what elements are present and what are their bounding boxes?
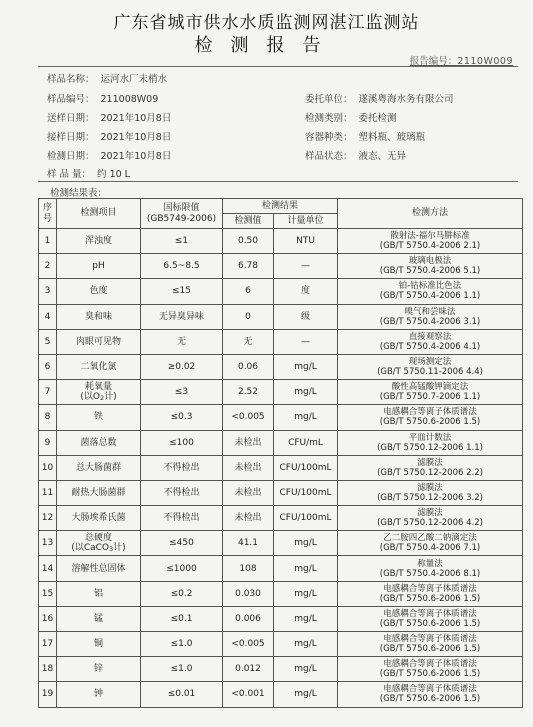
cell-method (338, 455, 523, 480)
method-standard: (GB/T 5750.6-2006 1.5) (379, 618, 481, 629)
sample-info-row (305, 148, 406, 162)
item-note-suffix: 计) (113, 542, 126, 553)
cell-limit: ≤15 (141, 279, 223, 304)
cell-seq: 8 (39, 405, 57, 430)
table-row (39, 354, 523, 379)
sample-info-value: 液态、无异 (358, 151, 407, 162)
table-row (39, 682, 523, 707)
item-name: 大肠埃希氏菌 (71, 513, 126, 524)
method-name: 电感耦合等离子体质谱法 (383, 659, 477, 670)
table-row (39, 480, 523, 505)
header-limit (141, 199, 223, 229)
report-number (410, 53, 513, 67)
table-row (39, 405, 523, 430)
table-row (39, 380, 523, 405)
cell-method (338, 304, 523, 329)
cell-limit: ≤1.0 (141, 632, 223, 657)
cell-seq: 14 (39, 556, 57, 581)
method-standard: (GB/T 5750.12-2006 1.1) (377, 442, 483, 453)
cell-limit: ≤1.0 (141, 657, 223, 682)
cell-method (338, 229, 523, 254)
cell-seq: 3 (39, 279, 57, 304)
cell-method (338, 556, 523, 581)
cell-unit: 度 (274, 279, 338, 304)
cell-unit: CFU/100mL (274, 480, 338, 505)
header-seq: 序号 (39, 199, 57, 229)
cell-item (57, 229, 141, 254)
cell-value: 未检出 (223, 455, 274, 480)
cell-limit: ≤0.2 (141, 581, 223, 606)
cell-method (338, 480, 523, 505)
table-row (39, 556, 523, 581)
sample-info-key: 接样日期： (47, 132, 95, 143)
cell-seq: 17 (39, 632, 57, 657)
cell-value: <0.001 (223, 682, 274, 707)
cell-value: 无 (223, 329, 274, 354)
method-name: 乙二胺四乙酸二钠滴定法 (383, 533, 477, 544)
cell-item (57, 531, 141, 556)
cell-method (338, 254, 523, 279)
cell-item (57, 506, 141, 531)
sample-info-value: 2021年10月8日 (100, 113, 172, 124)
report-title: 广东省城市供水水质监测网湛江监测站 (113, 13, 420, 33)
item-name: 浑浊度 (84, 236, 112, 247)
sample-info-row (305, 91, 454, 105)
cell-value: <0.005 (223, 405, 274, 430)
item-name: 溶解性总固体 (71, 563, 126, 574)
sample-info-value: 约 10 L (97, 169, 130, 180)
cell-method (338, 657, 523, 682)
cell-item (57, 455, 141, 480)
sample-info-value: 2021年10月8日 (100, 132, 172, 143)
method-name: 电感耦合等离子体质谱法 (383, 634, 477, 645)
table-row (39, 506, 523, 531)
cell-item (57, 581, 141, 606)
cell-limit: 6.5~8.5 (141, 254, 223, 279)
table-row (39, 632, 523, 657)
table-row (39, 229, 523, 254)
sample-info-value: 塑料瓶、玻璃瓶 (358, 132, 426, 143)
method-standard: (GB/T 5750.6-2006 1.5) (379, 694, 481, 705)
method-standard: (GB/T 5750.6-2006 1.5) (379, 644, 481, 655)
cell-value: 108 (223, 556, 274, 581)
method-name: 酸性高锰酸钾滴定法 (391, 382, 469, 393)
method-standard: (GB/T 5750.4-2006 1.1) (379, 291, 481, 302)
item-name: 二氧化氯 (80, 362, 117, 373)
cell-limit: ≤1000 (141, 556, 223, 581)
sample-info-value: 遂溪粤海水务有限公司 (358, 94, 454, 105)
cell-limit: 不得检出 (141, 480, 223, 505)
item-note-prefix: (以CaCO (71, 542, 110, 553)
method-standard: (GB/T 5750.6-2006 1.5) (379, 669, 481, 680)
cell-seq: 15 (39, 581, 57, 606)
sample-info-row (47, 148, 171, 162)
cell-method (338, 531, 523, 556)
cell-unit: CFU/100mL (274, 455, 338, 480)
cell-value: 0.012 (223, 657, 274, 682)
cell-item (57, 480, 141, 505)
item-name: 锌 (93, 664, 103, 675)
cell-seq: 1 (39, 229, 57, 254)
cell-method (338, 606, 523, 631)
cell-limit: ≤1 (141, 229, 223, 254)
item-name: 总大肠菌群 (75, 462, 121, 473)
item-name: 锰 (93, 613, 103, 624)
header-limit-top: 国标限值 (163, 202, 200, 213)
cell-seq: 7 (39, 380, 57, 405)
item-name: 钟 (93, 689, 103, 700)
sample-info-row (305, 110, 397, 124)
table-row (39, 254, 523, 279)
item-note (57, 543, 140, 554)
table-row (39, 430, 523, 455)
item-name: 耗氧量 (84, 381, 112, 392)
cell-unit: mg/L (274, 405, 338, 430)
method-standard: (GB/T 5750.4-2006 5.1) (379, 266, 481, 277)
method-standard: (GB/T 5750.4-2006 8.1) (379, 568, 481, 579)
method-name: 电感耦合等离子体质谱法 (383, 407, 477, 418)
cell-item (57, 430, 141, 455)
report-subtitle: 检测报告 (194, 35, 339, 56)
cell-unit: CFU/mL (274, 430, 338, 455)
cell-method (338, 581, 523, 606)
header-limit-bottom: (GB5749-2006) (146, 213, 217, 224)
report-number-value: 2110W009 (457, 56, 513, 67)
cell-item (57, 657, 141, 682)
cell-limit: 不得检出 (141, 506, 223, 531)
table-row (39, 657, 523, 682)
item-name: 铁 (93, 412, 103, 423)
cell-seq: 13 (39, 531, 57, 556)
item-note (57, 392, 140, 403)
sample-info-row (47, 129, 171, 143)
cell-item (57, 304, 141, 329)
item-note-prefix: (以O (80, 391, 100, 402)
item-name: 肉眼可见物 (75, 336, 121, 347)
cell-item (57, 682, 141, 707)
cell-unit: 级 (274, 304, 338, 329)
cell-item (57, 405, 141, 430)
cell-value: 41.1 (223, 531, 274, 556)
cell-limit: ≥0.02 (141, 354, 223, 379)
item-note-subscript: 3 (109, 544, 114, 553)
cell-limit: ≤0.1 (141, 606, 223, 631)
cell-item (57, 606, 141, 631)
results-table-body (39, 229, 523, 708)
table-row (39, 581, 523, 606)
table-row (39, 606, 523, 631)
cell-value: 6 (223, 279, 274, 304)
cell-seq: 19 (39, 682, 57, 707)
table-row (39, 455, 523, 480)
cell-value: 0.006 (223, 606, 274, 631)
cell-seq: 2 (39, 254, 57, 279)
method-standard: (GB/T 5750.11-2006 4.4) (377, 367, 483, 378)
item-note-subscript: 2 (99, 393, 105, 402)
method-standard: (GB/T 5750.12-2006 2.2) (377, 467, 483, 478)
sample-info-key: 检测日期： (47, 151, 95, 162)
header-unit: 计量单位 (274, 214, 338, 229)
header-result: 检测结果 (223, 199, 338, 214)
cell-unit: — (274, 329, 338, 354)
method-name: 嗅气和尝味法 (404, 306, 456, 317)
method-name: 电感耦合等离子体质谱法 (383, 583, 477, 594)
item-name: 臭和味 (84, 311, 112, 322)
cell-unit: mg/L (274, 632, 338, 657)
table-row (39, 279, 523, 304)
cell-method (338, 682, 523, 707)
sample-info-value: 运河水厂末梢水 (100, 74, 168, 85)
cell-limit: 无 (141, 329, 223, 354)
results-label: 检测结果表： (50, 188, 108, 199)
cell-unit: mg/L (274, 556, 338, 581)
cell-item (57, 380, 141, 405)
cell-method (338, 632, 523, 657)
cell-value: 0.50 (223, 229, 274, 254)
item-name: 铝 (93, 588, 103, 599)
item-name: 耐热大肠菌群 (71, 487, 126, 498)
cell-limit: ≤450 (141, 531, 223, 556)
cell-seq: 12 (39, 506, 57, 531)
method-standard: (GB/T 5750.6-2006 1.5) (379, 593, 481, 604)
cell-unit: mg/L (274, 380, 338, 405)
cell-value: 未检出 (223, 480, 274, 505)
info-divider (38, 181, 518, 182)
method-name: 直接观察法 (408, 331, 452, 342)
sample-info-value: 211008W09 (100, 94, 159, 105)
table-row (39, 329, 523, 354)
cell-seq: 16 (39, 606, 57, 631)
cell-item (57, 632, 141, 657)
cell-limit: ≤100 (141, 430, 223, 455)
sample-info-value: 2021年10月8日 (100, 151, 172, 162)
cell-seq: 9 (39, 430, 57, 455)
cell-value: 6.78 (223, 254, 274, 279)
method-standard: (GB/T 5750.4-2006 2.1) (379, 241, 481, 252)
sample-info-row (47, 71, 167, 85)
method-standard: (GB/T 5750.12-2006 4.2) (377, 518, 483, 529)
method-name: 电感耦合等离子体质谱法 (383, 684, 477, 695)
cell-seq: 6 (39, 354, 57, 379)
cell-item (57, 329, 141, 354)
method-name: 玻璃电极法 (408, 256, 452, 267)
cell-seq: 18 (39, 657, 57, 682)
sample-info-key: 容器种类： (305, 132, 353, 143)
sample-info-key: 样品编号： (47, 94, 95, 105)
sample-info-key: 送样日期： (47, 113, 95, 124)
method-standard: (GB/T 5750.4-2006 4.1) (379, 341, 481, 352)
item-name: 总硬度 (84, 532, 112, 543)
header-divider (38, 66, 518, 67)
cell-unit: mg/L (274, 657, 338, 682)
cell-limit: ≤3 (141, 380, 223, 405)
cell-unit: mg/L (274, 354, 338, 379)
cell-limit: ≤0.01 (141, 682, 223, 707)
cell-method (338, 380, 523, 405)
table-row (39, 304, 523, 329)
method-name: 滤膜法 (417, 482, 443, 493)
cell-method (338, 354, 523, 379)
method-name: 滤膜法 (417, 508, 443, 519)
cell-method (338, 329, 523, 354)
cell-item (57, 354, 141, 379)
method-name: 散射法-福尔马肼标准 (390, 231, 470, 242)
cell-value: 0.06 (223, 354, 274, 379)
cell-unit: NTU (274, 229, 338, 254)
header-method: 检测方法 (338, 199, 523, 229)
method-standard: (GB/T 5750.4-2006 7.1) (379, 543, 481, 554)
item-name: 色度 (89, 286, 108, 297)
cell-item (57, 279, 141, 304)
sample-info-key: 委托单位： (305, 94, 353, 105)
cell-seq: 11 (39, 480, 57, 505)
sample-info-key: 样品名称： (47, 74, 95, 85)
sample-info-key: 检测类别： (305, 113, 353, 124)
sample-info-key: 样 品 量： (47, 169, 92, 180)
item-name: 铜 (93, 639, 103, 650)
cell-seq: 10 (39, 455, 57, 480)
cell-unit: CFU/100mL (274, 506, 338, 531)
method-name: 滤膜法 (417, 457, 443, 468)
cell-item (57, 556, 141, 581)
table-row (39, 531, 523, 556)
item-note-suffix: 计) (104, 391, 117, 402)
method-name: 铂-钴标准比色法 (398, 281, 462, 292)
cell-method (338, 279, 523, 304)
item-name: 菌落总数 (80, 437, 117, 448)
cell-method (338, 506, 523, 531)
method-name: 现场测定法 (408, 357, 452, 368)
cell-value: 0 (223, 304, 274, 329)
header-item: 检测项目 (57, 199, 141, 229)
cell-unit: mg/L (274, 606, 338, 631)
method-name: 电感耦合等离子体质谱法 (383, 608, 477, 619)
cell-limit: 无异臭异味 (141, 304, 223, 329)
sample-info-row (47, 91, 158, 105)
sample-info-row (47, 166, 130, 180)
sample-info-row (47, 110, 171, 124)
sample-info-row (305, 129, 425, 143)
cell-method (338, 430, 523, 455)
cell-limit: 不得检出 (141, 455, 223, 480)
cell-value: 未检出 (223, 430, 274, 455)
method-standard: (GB/T 5750.4-2006 3.1) (379, 316, 481, 327)
cell-method (338, 405, 523, 430)
cell-item (57, 254, 141, 279)
method-name: 平皿计数法 (408, 432, 452, 443)
method-standard: (GB/T 5750.12-2006 3.2) (377, 492, 483, 503)
sample-info-value: 委托检测 (358, 113, 397, 124)
cell-value: 2.52 (223, 380, 274, 405)
report-number-label: 报告编号： (409, 56, 458, 67)
cell-seq: 5 (39, 329, 57, 354)
cell-seq: 4 (39, 304, 57, 329)
method-standard: (GB/T 5750.6-2006 1.5) (379, 417, 481, 428)
cell-limit: ≤0.3 (141, 405, 223, 430)
item-name: pH (92, 261, 105, 272)
cell-unit: mg/L (274, 581, 338, 606)
cell-unit: — (274, 254, 338, 279)
method-standard: (GB/T 5750.7-2006 1.1) (379, 392, 481, 403)
cell-value: 0.030 (223, 581, 274, 606)
results-table (38, 198, 523, 708)
cell-value: <0.005 (223, 632, 274, 657)
cell-unit: mg/L (274, 531, 338, 556)
sample-info-key: 样品状态： (305, 151, 353, 162)
cell-unit: mg/L (274, 682, 338, 707)
header-value: 检测值 (223, 214, 274, 229)
cell-value: 未检出 (223, 506, 274, 531)
method-name: 称量法 (417, 558, 443, 569)
